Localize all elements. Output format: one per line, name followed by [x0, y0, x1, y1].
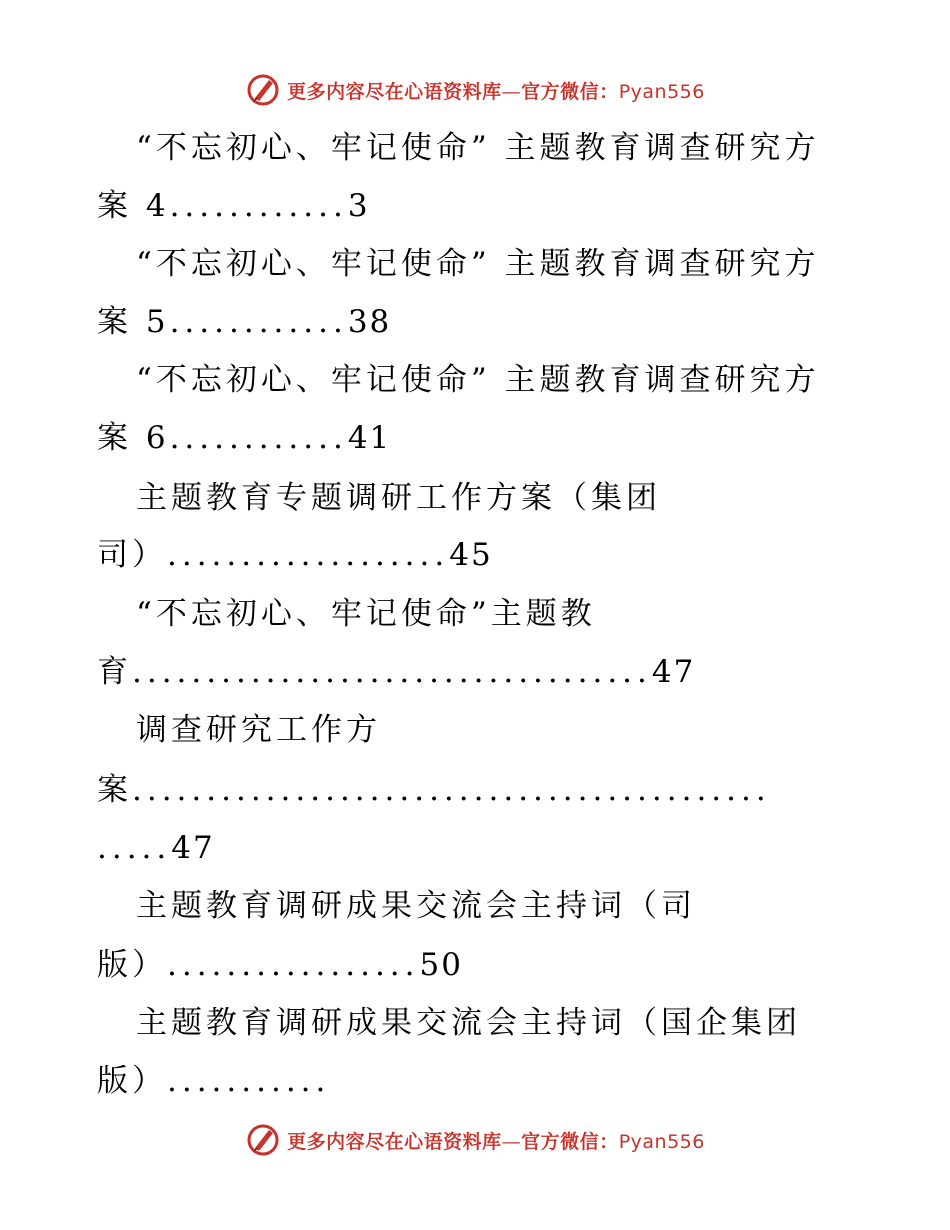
toc-entry-5-page: 47	[651, 654, 696, 690]
toc-entry-1-label: 案 4	[97, 188, 170, 224]
toc-entry-8-label: 版）	[97, 1063, 167, 1099]
toc-entry-2-page: 38	[347, 304, 392, 340]
toc-entry-1-page: 3	[347, 188, 370, 224]
footer-banner-text	[287, 1127, 705, 1154]
toc-entry-6-title: 调查研究工作方	[136, 712, 381, 748]
toc-entry-2-ref	[97, 302, 391, 342]
toc-entry-4-title: 主题教育专题调研工作方案（集团	[136, 480, 661, 516]
toc-entry-3-leader: ............	[169, 420, 348, 456]
toc-entry-3-label: 案 6	[97, 420, 170, 456]
toc-entry-6-page: 47	[171, 830, 215, 866]
toc-entry-3-page: 41	[347, 420, 392, 456]
toc-entry-2-label: 案 5	[97, 304, 170, 340]
toc-entry-7-ref	[97, 945, 463, 985]
toc-entry-4-leader: ...................	[167, 537, 450, 573]
logo-icon	[245, 1122, 281, 1158]
header-banner	[0, 70, 950, 110]
toc-entry-7-leader: .................	[167, 947, 420, 983]
toc-entry-1-leader: ............	[169, 188, 348, 224]
footer-banner	[0, 1120, 950, 1160]
toc-entry-6-leader-cont: .....	[97, 830, 172, 866]
toc-entry-5-title: “不忘初心、牢记使命”主题教	[136, 596, 596, 632]
toc-entry-6-ref	[97, 770, 771, 810]
toc-entry-8-title: 主题教育调研成果交流会主持词（国企集团	[136, 1005, 801, 1041]
header-wechat-label: 官方微信：	[521, 80, 619, 103]
toc-entry-2-leader: ............	[169, 304, 348, 340]
header-wechat-id: Pyan556	[618, 80, 705, 103]
toc-entry-4-ref	[97, 535, 493, 575]
footer-wechat-label: 官方微信：	[521, 1130, 619, 1153]
toc-entry-1-title: “不忘初心、牢记使命” 主题教育调查研究方	[136, 130, 820, 166]
toc-entry-3-title: “不忘初心、牢记使命” 主题教育调查研究方	[136, 362, 820, 398]
header-banner-dash: —	[501, 80, 522, 103]
toc-entry-8-leader: ...........	[167, 1063, 331, 1099]
footer-wechat-id: Pyan556	[618, 1130, 705, 1153]
toc-entry-7-title: 主题教育调研成果交流会主持词（司	[136, 888, 696, 924]
toc-entry-4-label: 司）	[97, 537, 167, 573]
toc-entry-6-ref-cont	[97, 828, 215, 868]
logo-icon	[245, 72, 281, 108]
toc-entry-5-leader: ...................................	[132, 654, 652, 690]
toc-entry-5-label: 育	[97, 654, 132, 690]
toc-entry-6-label: 案	[97, 772, 132, 808]
toc-entry-7-page: 50	[419, 947, 463, 983]
toc-entry-6-leader: ...........................................	[132, 772, 771, 808]
toc-entry-8-ref	[97, 1061, 330, 1101]
footer-banner-dash: —	[501, 1130, 522, 1153]
footer-banner-title: 更多内容尽在心语资料库	[287, 1130, 502, 1153]
toc-entry-2-title: “不忘初心、牢记使命” 主题教育调查研究方	[136, 246, 820, 282]
toc-entry-1-ref	[97, 186, 370, 226]
toc-entry-3-ref	[97, 418, 391, 458]
header-banner-text	[287, 77, 705, 104]
header-banner-title: 更多内容尽在心语资料库	[287, 80, 502, 103]
toc-entry-7-label: 版）	[97, 947, 167, 983]
toc-entry-5-ref	[97, 652, 695, 692]
toc-entry-4-page: 45	[449, 537, 493, 573]
